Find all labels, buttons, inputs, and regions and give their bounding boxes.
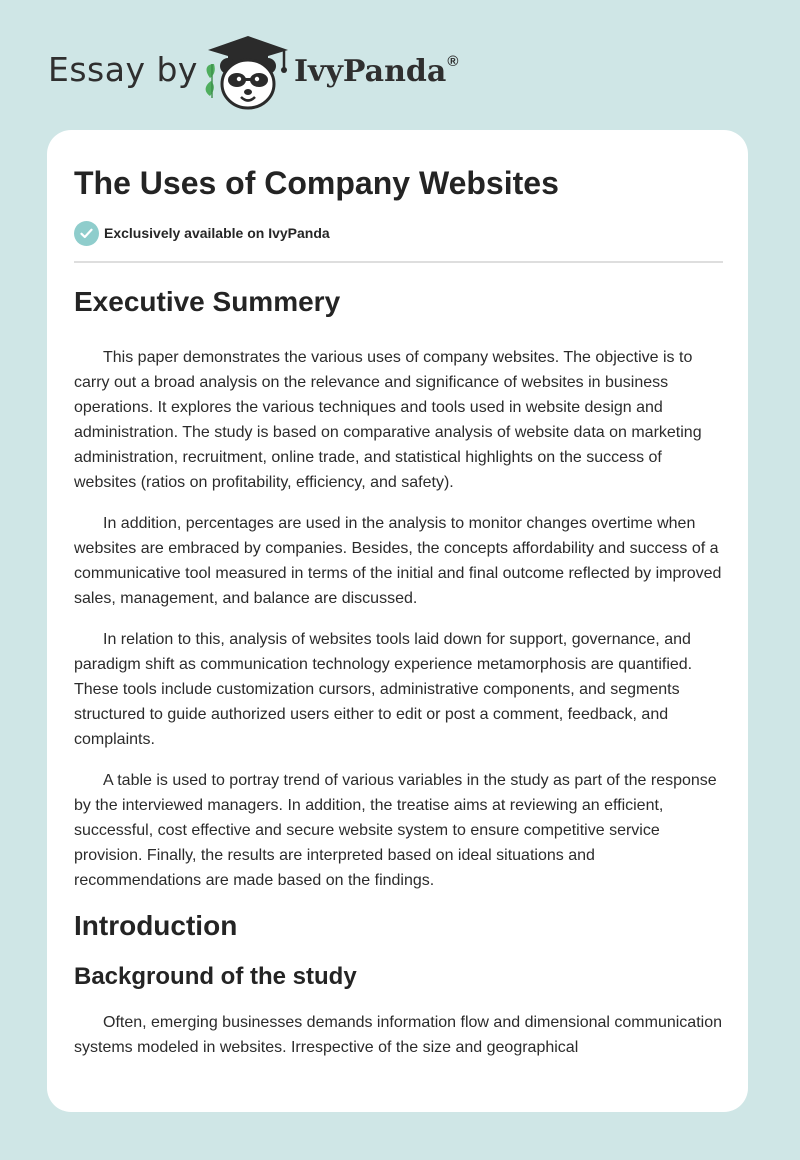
subsection-heading-background: Background of the study [74, 963, 357, 990]
essay-title: The Uses of Company Websites [74, 165, 559, 201]
title-divider [74, 261, 723, 263]
paragraph: A table is used to portray trend of various variables in the study as part of the response by the interviewed managers. In addition, the treatise aims at reviewing an efficient, successful, cost effective and secure website system to ensure competitive service provision. Finally, the results are interpreted based on ideal situations and recommendations are made based on the findings. [74, 772, 717, 889]
availability-badge [74, 220, 330, 246]
paragraph: In relation to this, analysis of websites tools laid down for support, governance, and paradigm shift as communication technology experience metamorphosis are quantified. These tools include customization cursors, administrative components, and segments structured to guide authorized users either to edit or post a comment, feedback, and complaints. [74, 631, 693, 748]
registered-mark: ® [447, 53, 459, 70]
availability-text: Exclusively available on IvyPanda [104, 225, 330, 241]
site-header [48, 34, 648, 114]
brand-name[interactable]: IvyPanda® [294, 53, 459, 89]
check-circle-icon [74, 221, 99, 246]
section-heading-executive-summary: Executive Summery [74, 286, 341, 317]
paragraph: Often, emerging businesses demands information flow and dimensional communication systems modeled in websites. Irrespective of the size and geographical [74, 1014, 722, 1056]
section-heading-introduction: Introduction [74, 910, 238, 941]
essay-by-label: Essay by [48, 50, 198, 89]
paragraph: This paper demonstrates the various uses of company websites. The objective is to carry out a broad analysis on the relevance and significance of websites in business operations. It explores the various techniques and tools used in website design and administration. The study is based on comparative analysis of website data on marketing administration, recruitment, online trade, and statistical highlights on the success of websites (ratios on profitability, efficiency, and safety). [74, 349, 702, 491]
essay-body [74, 284, 723, 1060]
paragraph: In addition, percentages are used in the analysis to monitor changes overtime when websites are embraced by companies. Besides, the concepts affordability and success of a communicative tool measured in terms of the initial and final outcome reflected by improved sales, management, and balance are discussed. [74, 515, 722, 607]
essay-card [47, 130, 748, 1112]
panda-logo-icon[interactable] [202, 34, 294, 114]
